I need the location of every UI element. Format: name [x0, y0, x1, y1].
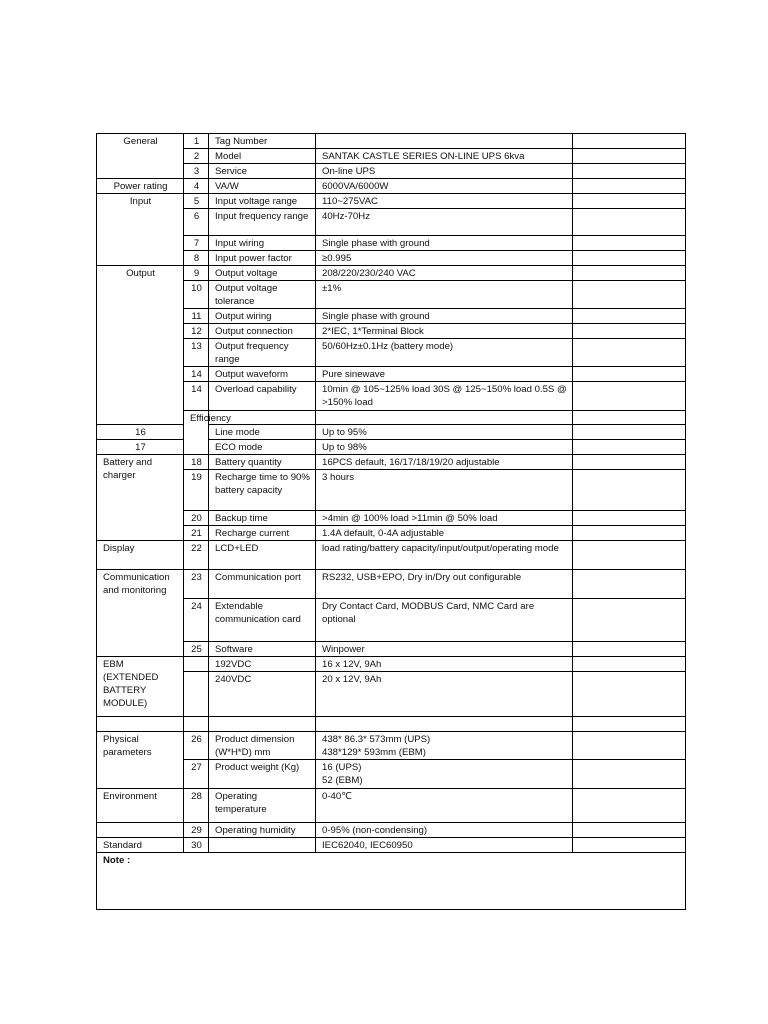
row-extra [573, 266, 686, 281]
category-input: Input [97, 194, 184, 266]
row-extra [573, 717, 686, 732]
table-row [97, 717, 686, 732]
row-value: 0-95% (non-condensing) [316, 823, 573, 838]
row-extra [573, 823, 686, 838]
row-item: VA/W [209, 179, 316, 194]
row-extra [573, 672, 686, 717]
row-item [209, 838, 316, 853]
row-extra [573, 541, 686, 570]
row-value: ≥0.995 [316, 251, 573, 266]
category-power-rating: Power rating [97, 179, 184, 194]
row-item: Product dimension (W*H*D) mm [209, 732, 316, 760]
row-item: Tag Number [209, 134, 316, 149]
row-value: Winpower [316, 642, 573, 657]
row-number: 7 [184, 236, 209, 251]
table-row [97, 324, 686, 339]
row-number: 9 [184, 266, 209, 281]
table-row [97, 657, 686, 672]
table-row [97, 179, 686, 194]
row-value: 6000VA/6000W [316, 179, 573, 194]
table-row [97, 367, 686, 382]
table-row [97, 789, 686, 823]
table-row [97, 570, 686, 599]
row-item: Backup time [209, 511, 316, 526]
row-item: Output waveform [209, 367, 316, 382]
table-row [97, 411, 686, 425]
row-item: Line mode [209, 425, 316, 440]
row-item: Output voltage [209, 266, 316, 281]
table-row [97, 511, 686, 526]
row-extra [573, 760, 686, 789]
table-row [97, 526, 686, 541]
category-environment: Environment [97, 789, 184, 823]
table-row [97, 382, 686, 411]
row-number: 28 [184, 789, 209, 823]
category-standard: Standard [97, 838, 184, 853]
row-value: Up to 95% [316, 425, 573, 440]
row-extra [573, 570, 686, 599]
row-number: 11 [184, 309, 209, 324]
table-row [97, 455, 686, 470]
row-extra [573, 382, 686, 411]
row-item: Input voltage range [209, 194, 316, 209]
table-row [97, 642, 686, 657]
row-item: ECO mode [209, 440, 316, 455]
row-value: Single phase with ground [316, 236, 573, 251]
row-value: 438* 86.3* 573mm (UPS) 438*129* 593mm (EBM) [316, 732, 573, 760]
row-value: IEC62040, IEC60950 [316, 838, 573, 853]
row-number: 29 [184, 823, 209, 838]
row-value: 1.4A default, 0-4A adjustable [316, 526, 573, 541]
row-value: On-line UPS [316, 164, 573, 179]
row-value [316, 134, 573, 149]
row-number: 18 [184, 455, 209, 470]
row-number: 17 [97, 440, 184, 455]
table-row [97, 134, 686, 149]
table-row [97, 732, 686, 760]
row-value: 16PCS default, 16/17/18/19/20 adjustable [316, 455, 573, 470]
row-value: 2*IEC, 1*Terminal Block [316, 324, 573, 339]
row-value: 208/220/230/240 VAC [316, 266, 573, 281]
row-item: Output voltage tolerance [209, 281, 316, 309]
row-item: Input wiring [209, 236, 316, 251]
row-number: 8 [184, 251, 209, 266]
row-item: Communication port [209, 570, 316, 599]
row-extra [573, 164, 686, 179]
row-number [184, 657, 209, 672]
row-item: Recharge current [209, 526, 316, 541]
row-value: >4min @ 100% load >11min @ 50% load [316, 511, 573, 526]
row-extra [573, 455, 686, 470]
row-number: 19 [184, 470, 209, 511]
row-value: 10min @ 105~125% load 30S @ 125~150% load 0.5S @ >150% load [316, 382, 573, 411]
table-row [97, 339, 686, 367]
table-row [97, 309, 686, 324]
row-number: 20 [184, 511, 209, 526]
row-item [209, 717, 316, 732]
row-number: 2 [184, 149, 209, 164]
table-row [97, 251, 686, 266]
row-item: Operating humidity [209, 823, 316, 838]
row-extra [573, 309, 686, 324]
category-battery: Battery and charger [97, 455, 184, 541]
row-extra [573, 732, 686, 760]
row-extra [573, 367, 686, 382]
row-extra [573, 526, 686, 541]
note-label: Note : [97, 853, 686, 910]
row-item [316, 411, 573, 425]
row-number: 13 [184, 339, 209, 367]
row-extra [573, 134, 686, 149]
row-extra [573, 642, 686, 657]
row-item: Model [209, 149, 316, 164]
row-extra [573, 511, 686, 526]
row-extra [573, 657, 686, 672]
row-number: 10 [184, 281, 209, 309]
row-extra [573, 194, 686, 209]
row-number [184, 672, 209, 717]
row-number: 5 [184, 194, 209, 209]
row-number: 12 [184, 324, 209, 339]
table-row [97, 236, 686, 251]
row-value: RS232, USB+EPO, Dry in/Dry out configurable [316, 570, 573, 599]
row-item: Output frequency range [209, 339, 316, 367]
row-item: Battery quantity [209, 455, 316, 470]
row-number: 14 [184, 367, 209, 382]
row-number: 16 [97, 425, 184, 440]
row-value: ±1% [316, 281, 573, 309]
row-extra [573, 324, 686, 339]
row-extra [573, 236, 686, 251]
category-ebm: EBM (EXTENDED BATTERY MODULE) [97, 657, 184, 717]
row-value: Up to 98% [316, 440, 573, 455]
row-number: 25 [184, 642, 209, 657]
row-value: 40Hz-70Hz [316, 209, 573, 236]
row-item: Input frequency range [209, 209, 316, 236]
table-row [97, 470, 686, 511]
row-item: Recharge time to 90% battery capacity [209, 470, 316, 511]
row-value: 3 hours [316, 470, 573, 511]
row-item: Overload capability [209, 382, 316, 411]
row-extra [573, 251, 686, 266]
row-number: 26 [184, 732, 209, 760]
row-extra [573, 179, 686, 194]
table-row [97, 164, 686, 179]
row-value: Dry Contact Card, MODBUS Card, NMC Card are optional [316, 599, 573, 642]
row-extra [573, 470, 686, 511]
row-number: 21 [184, 526, 209, 541]
row-value: SANTAK CASTLE SERIES ON-LINE UPS 6kva [316, 149, 573, 164]
table-row [97, 281, 686, 309]
note-row [97, 853, 686, 910]
row-number: 30 [184, 838, 209, 853]
row-value: load rating/battery capacity/input/output/operating mode [316, 541, 573, 570]
row-value: 16 x 12V, 9Ah [316, 657, 573, 672]
row-item: Product weight (Kg) [209, 760, 316, 789]
table-row [97, 672, 686, 717]
table-row [97, 541, 686, 570]
row-value: Single phase with ground [316, 309, 573, 324]
row-extra [573, 339, 686, 367]
table-row [97, 838, 686, 853]
row-item: Operating temperature [209, 789, 316, 823]
row-value: 0-40℃ [316, 789, 573, 823]
table-row [97, 209, 686, 236]
row-item: Service [209, 164, 316, 179]
category-empty [97, 717, 184, 732]
row-value: Pure sinewave [316, 367, 573, 382]
row-extra [573, 440, 686, 455]
row-value [316, 717, 573, 732]
table-row [97, 266, 686, 281]
category-efficiency: Efficiency [184, 411, 209, 455]
row-number: 14 [184, 382, 209, 411]
row-extra [573, 838, 686, 853]
table-row [97, 194, 686, 209]
row-number: 23 [184, 570, 209, 599]
row-number: 1 [184, 134, 209, 149]
row-number: 3 [184, 164, 209, 179]
table-row [97, 149, 686, 164]
row-extra [573, 599, 686, 642]
row-item: Input power factor [209, 251, 316, 266]
category-physical: Physical parameters [97, 732, 184, 789]
row-extra [573, 425, 686, 440]
row-number [184, 717, 209, 732]
table-row [97, 599, 686, 642]
row-number: 27 [184, 760, 209, 789]
row-extra [573, 149, 686, 164]
row-extra [573, 209, 686, 236]
row-value: 50/60Hz±0.1Hz (battery mode) [316, 339, 573, 367]
table-row [97, 760, 686, 789]
row-item: Extendable communication card [209, 599, 316, 642]
table-row [97, 823, 686, 838]
category-communication: Communication and monitoring [97, 570, 184, 657]
row-item: 192VDC [209, 657, 316, 672]
category-empty [97, 823, 184, 838]
row-item: LCD+LED [209, 541, 316, 570]
spec-table [96, 133, 686, 910]
row-number: 4 [184, 179, 209, 194]
row-value: 16 (UPS) 52 (EBM) [316, 760, 573, 789]
row-value: 20 x 12V, 9Ah [316, 672, 573, 717]
row-number: 24 [184, 599, 209, 642]
row-item: Output wiring [209, 309, 316, 324]
row-item: Output connection [209, 324, 316, 339]
row-value [573, 411, 686, 425]
row-item: 240VDC [209, 672, 316, 717]
row-item: Software [209, 642, 316, 657]
category-display: Display [97, 541, 184, 570]
row-extra [573, 789, 686, 823]
row-number: 22 [184, 541, 209, 570]
row-value: 110~275VAC [316, 194, 573, 209]
row-number: 6 [184, 209, 209, 236]
category-output: Output [97, 266, 184, 425]
category-general: General [97, 134, 184, 179]
row-extra [573, 281, 686, 309]
